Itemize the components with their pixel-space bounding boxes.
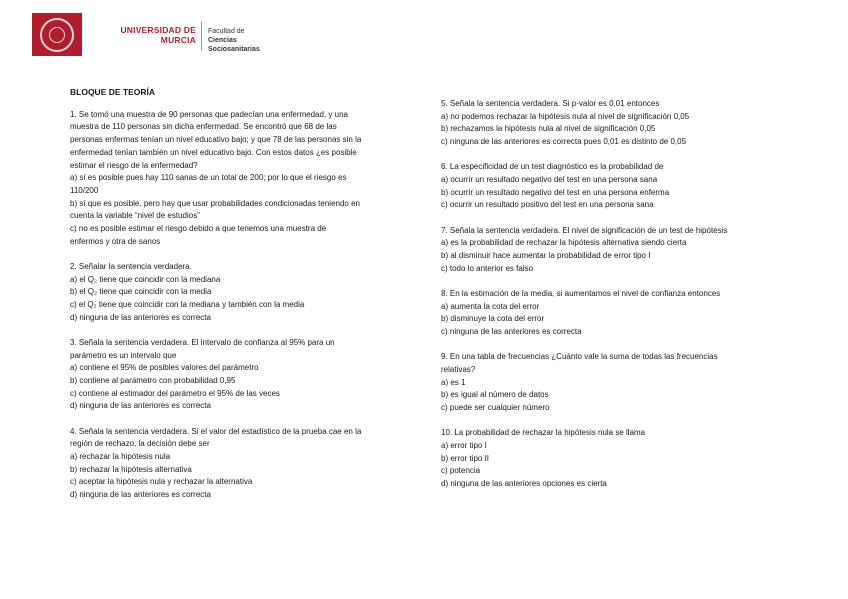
question-text: 6. La especificidad de un test diagnóstico es la probabilidad de	[441, 162, 664, 172]
question-line: b) sí que es posible, pero hay que usar probabilidades condicionadas teniendo en	[70, 198, 360, 208]
question-line: c) ocurrir un resultado positivo del test en una persona sana	[441, 200, 654, 210]
question-line: b) es igual al número de datos	[441, 390, 549, 400]
question-text: 9. En una tabla de frecuencias ¿Cuánto vale la suma de todas las frecuencias	[441, 352, 718, 362]
question-text: 2. Señalar la sentencia verdadera.	[70, 261, 192, 271]
question-line: cuenta la variable “nivel de estudios”	[70, 211, 200, 221]
question-block	[70, 337, 412, 413]
question-line: relativas?	[441, 364, 476, 374]
question-line: b) al disminuir hace aumentar la probabilidad de error tipo I	[441, 251, 651, 261]
question-line: c) todo lo anterior es falso	[441, 263, 534, 273]
question-line: c) el Q₂ tiene que coincidir con la mediana y también con la media	[70, 300, 305, 310]
question-line: a) ocurrir un resultado negativo del test en una persona sana	[441, 175, 658, 185]
question-line: b) contiene al parámetro con probabilidad 0,95	[70, 376, 236, 386]
question-block	[70, 109, 412, 249]
question-text: 5. Señala la sentencia verdadera. Si p-valor es 0,01 entonces	[441, 99, 660, 108]
seal-core	[49, 27, 65, 43]
left-question-list	[70, 109, 412, 502]
left-column	[70, 86, 412, 514]
question-line: a) aumenta la cota del error	[441, 301, 540, 311]
question-block	[441, 161, 786, 212]
university-name-line1: UNIVERSIDAD DE	[120, 25, 196, 35]
question-line: c) ninguna de las anteriores es correcta	[441, 327, 582, 337]
question-block	[70, 261, 412, 325]
question-line: c) ninguna de las anteriores es correcta pues 0,01 es distinto de 0,05	[441, 137, 687, 147]
question-block	[441, 427, 786, 491]
question-line: b) rechazar la hipótesis alternativa	[70, 464, 192, 474]
question-line: enfermos y otra de sanos	[70, 236, 161, 246]
question-line: d) ninguna de las anteriores es correcta	[70, 490, 211, 500]
question-line: a) sí es posible pues hay 110 sanas de un total de 200; por lo que el riesgo es	[70, 173, 347, 183]
question-line: a) no podemos rechazar la hipótesis nula al nivel de significación 0,05	[441, 111, 690, 121]
university-name	[90, 25, 196, 45]
question-line: b) rechazamos la hipótesis nula al nivel de significación 0,05	[441, 124, 656, 134]
block-title: BLOQUE DE TEORÍA	[70, 87, 156, 97]
question-line: c) aceptar la hipótesis nula y rechazar la alternativa	[70, 477, 253, 487]
question-line: b) disminuye la cota del error	[441, 314, 545, 324]
question-line: muestra de 110 personas sin dicha enfermedad. Se encontró que 68 de las	[70, 122, 337, 132]
question-line: a) rechazar la hipótesis nula	[70, 452, 171, 462]
question-line: c) contiene al estimador del parámetro el 95% de las veces	[70, 388, 280, 398]
question-line: a) es la probabilidad de rechazar la hipótesis alternativa siendo cierta	[441, 238, 687, 248]
question-text: 4. Señala la sentencia verdadera. Si el valor del estadístico de la prueba cae en la	[70, 426, 362, 436]
question-line: c) no es posible estimar el riesgo debido a que tenemos una muestra de	[70, 224, 327, 234]
question-line: c) potencia	[441, 466, 481, 476]
question-line: a) el Q₂ tiene que coincidir con la mediana	[70, 274, 221, 284]
question-block	[441, 288, 786, 339]
question-line: a) error tipo I	[441, 440, 487, 450]
question-line: a) contiene el 95% de posibles valores del parámetro	[70, 363, 259, 373]
question-text: 3. Señala la sentencia verdadera. El intervalo de confianza al 95% para un	[70, 337, 335, 347]
question-line: d) ninguna de las anteriores es correcta	[70, 312, 211, 322]
question-line: b) error tipo II	[441, 453, 490, 463]
question-line: parámetro es un intervalo que	[70, 350, 177, 360]
question-line: estimar el riesgo de la enfermedad?	[70, 160, 198, 170]
question-line: b) el Q₂ tiene que coincidir con la media	[70, 287, 212, 297]
seal-ring	[40, 18, 74, 52]
question-line: d) ninguna de las anteriores es correcta	[70, 401, 211, 411]
question-text: 1. Se tomó una muestra de 90 personas que padecían una enfermedad, y una	[70, 109, 348, 119]
question-block	[441, 351, 786, 415]
faculty-name-line2: Ciencias Sociosanitarias	[208, 37, 260, 53]
question-block	[441, 225, 786, 276]
question-line: 110/200	[70, 185, 99, 195]
question-line: personas enfermas tenían un nivel educativo bajo; y que 78 de las personas sin la	[70, 135, 362, 145]
question-text: 7. Señala la sentencia verdadera. El nivel de significación de un test de hipótesis	[441, 225, 728, 235]
question-text: 10. La probabilidad de rechazar la hipótesis nula se llama	[441, 428, 646, 438]
question-line: b) ocurrir un resultado negativo del test en una persona enferma	[441, 187, 670, 197]
question-line: enfermedad tenían también un nivel educativo bajo. Con estos datos ¿es posible	[70, 147, 357, 157]
faculty-name-line1: Facultad de	[208, 28, 245, 35]
question-block	[441, 98, 786, 149]
question-text: 8. En la estimación de la media, si aumentamos el nivel de confianza entonces	[441, 288, 721, 298]
faculty-name	[208, 27, 260, 54]
university-name-line2: MURCIA	[160, 35, 196, 45]
question-block	[70, 426, 412, 502]
right-column	[441, 98, 786, 503]
question-line: a) es 1	[441, 377, 466, 387]
question-line: c) puede ser cualquier número	[441, 403, 550, 413]
header-divider	[201, 21, 202, 51]
question-line: región de rechazo, la decisión debe ser	[70, 439, 210, 449]
right-question-list	[441, 98, 786, 491]
question-line: d) ninguna de las anteriores opciones es cierta	[441, 479, 607, 489]
university-seal-logo	[32, 13, 82, 56]
